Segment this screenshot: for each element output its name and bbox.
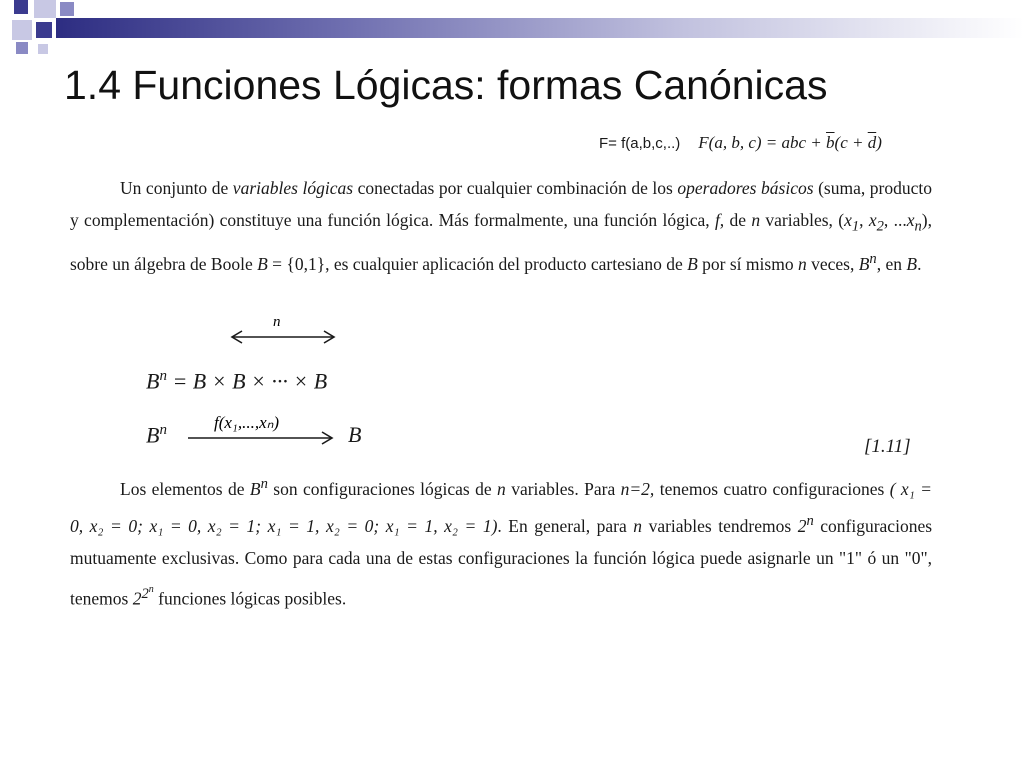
header-gradient-band — [56, 18, 1024, 38]
equation-mapping-domain: $B^n$ — [146, 422, 167, 448]
equation-cartesian-product: $B^n = B \times B$ × ··· × B — [146, 368, 328, 394]
formula-label: F= f(a,b,c,..) — [599, 135, 681, 152]
mapping-arrow — [186, 410, 338, 448]
double-arrow-n — [228, 312, 338, 348]
decor-square — [34, 0, 56, 18]
formula-expr-prefix: F(a, b, c) = abc + — [698, 133, 827, 152]
paragraph-definition: Un conjunto de variables lógicas conectadas por cualquier combinación de los operadores básicos (suma, producto y complementación) constituye una función lógica. Más formalmente, una función lógica, f, de n variables, ($x_1$, $x_2$, $...x_n$), sobre un álgebra de Boole B = {0,1}, es cualquier aplicación del producto cartesiano de B por sí mismo n veces, $B^n$, en B. — [70, 178, 932, 274]
decor-square — [60, 2, 74, 16]
formula-d-complement: $\overline{d}$ — [867, 133, 877, 152]
header-decoration — [0, 0, 1024, 60]
mapping-arrow-label: f(x₁,...,xₙ) — [214, 413, 280, 432]
decor-square — [14, 0, 28, 14]
formula-expr-suffix: ) — [876, 133, 882, 152]
slide-title: 1.4 Funciones Lógicas: formas Canónicas — [64, 62, 828, 108]
decor-square — [38, 44, 48, 54]
arrow-label-n: n — [273, 314, 281, 330]
formula-expression — [698, 133, 882, 152]
formula-row — [599, 133, 882, 153]
decor-square — [36, 22, 52, 38]
decor-square — [12, 20, 32, 40]
equation-mapping-codomain: B — [348, 422, 362, 447]
decor-square — [16, 42, 28, 54]
paragraph-configurations: Los elementos de $B^n$ son configuraciones lógicas de n variables. Para n=2, tenemos cuatro configuraciones ( x₁ = 0, x₂ = 0; x₁ = 0, x₂ = 1; x₁ = 1, x₂ = 0; x₁ = 1, x₂ = 1). En general, para n variables tendremos 2$^n$ configuraciones mutuamente exclusivas. Como para cada una de estas configuraciones la función lógica puede asignarle un "1" ó un "0", tenemos $2^{2^n}$ funciones lógicas posibles. — [70, 476, 933, 609]
equation-number: [1.11] — [864, 436, 911, 457]
formula-expr-middle: (c + — [834, 133, 868, 152]
formula-b-complement: $\overline{b}$ — [826, 133, 835, 152]
